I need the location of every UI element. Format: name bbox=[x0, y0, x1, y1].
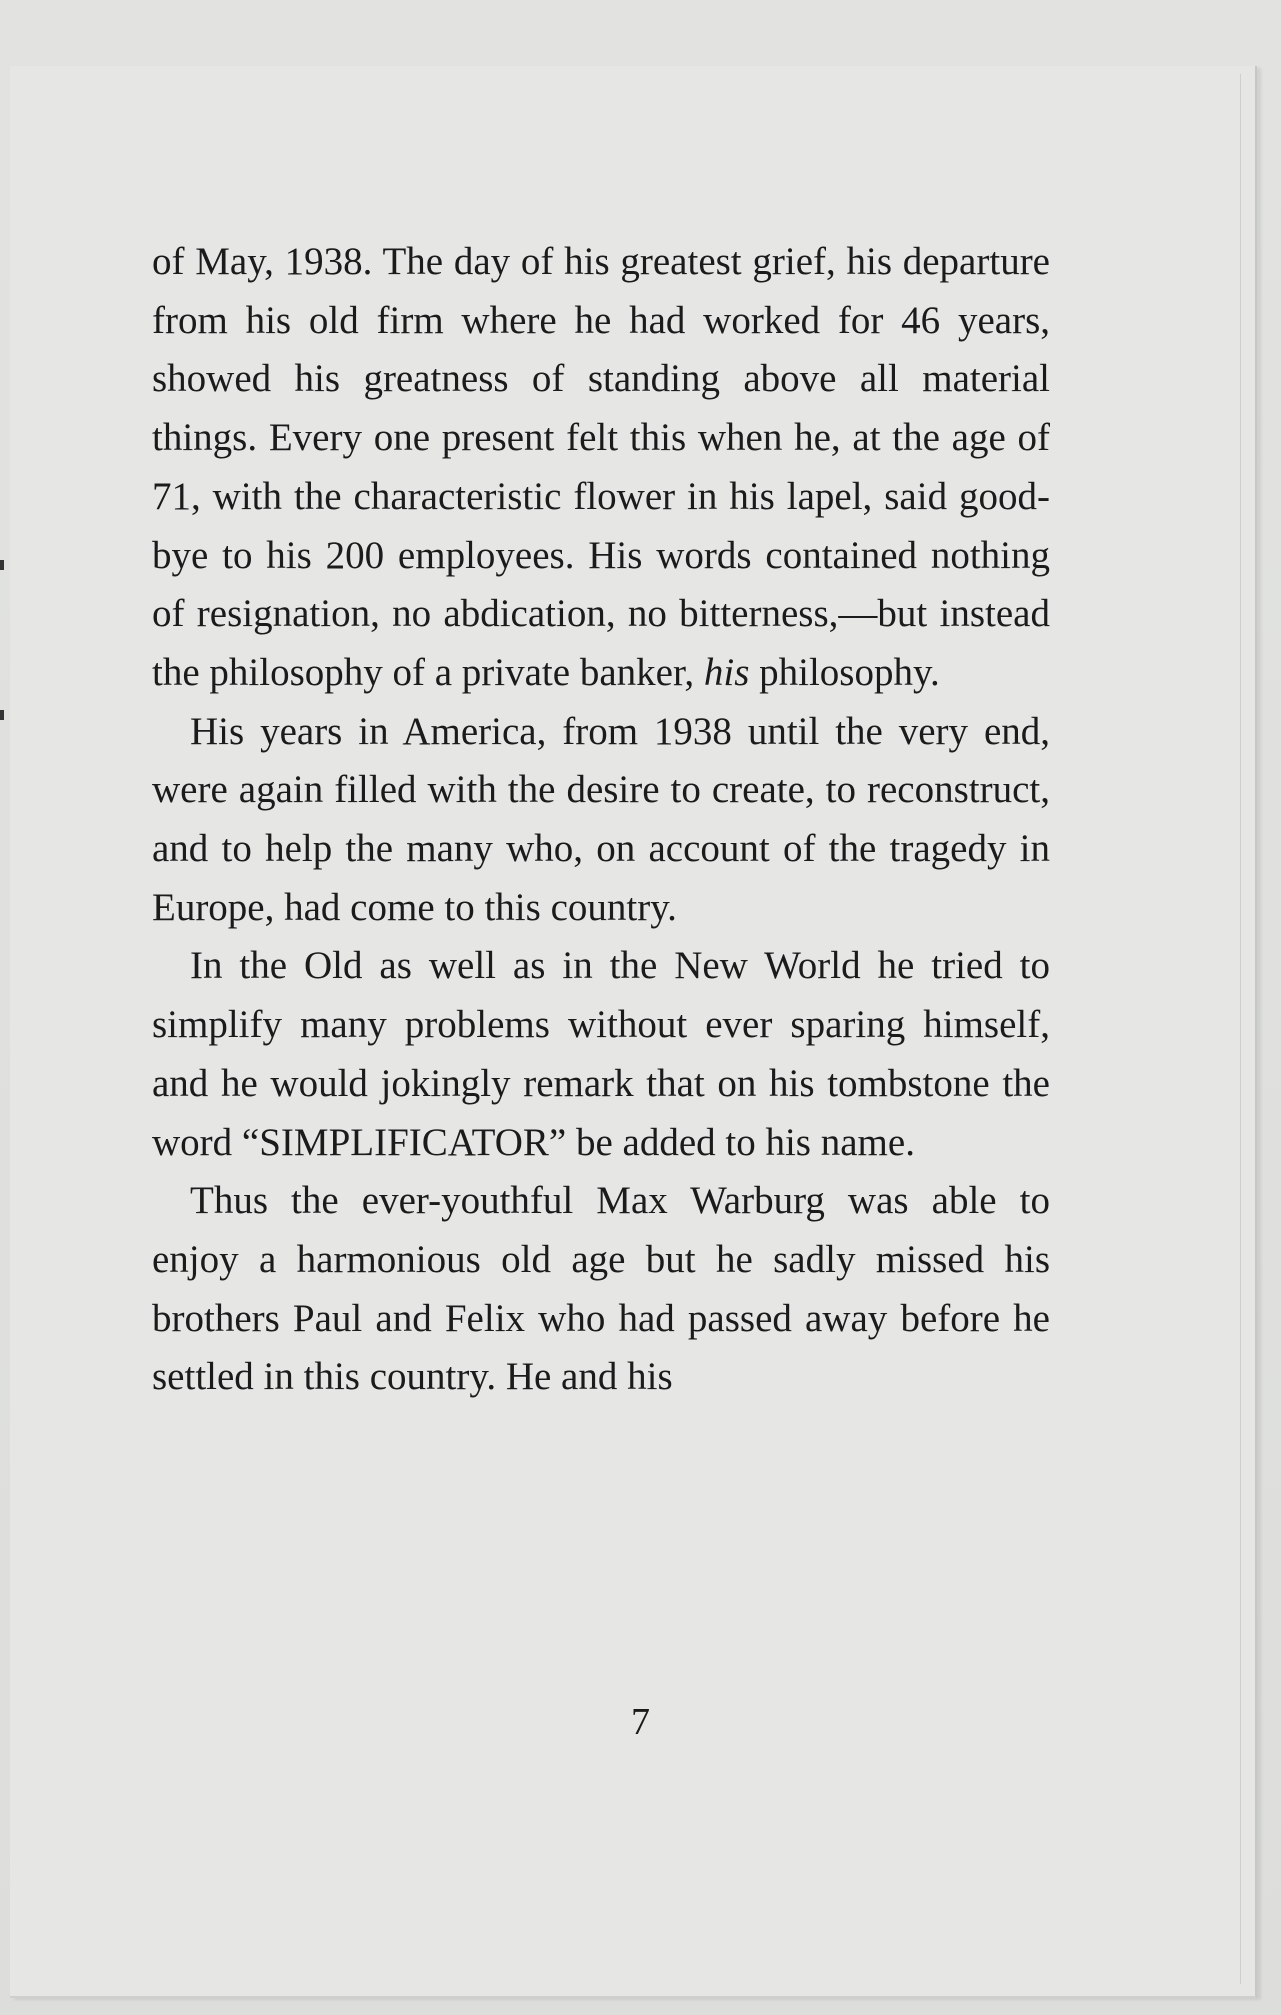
paragraph-1 bbox=[152, 233, 1050, 703]
body-text bbox=[152, 233, 1050, 1407]
paragraph-3: In the Old as well as in the New World he tried to simplify many problems without ever sparing himself, and he would jokingly remark that on his tombstone the word “SIMPLIFICATOR” be added to his name. bbox=[152, 944, 1050, 1164]
paragraph-1-text: of May, 1938. The day of his greatest grief, his departure from his old firm where he had worked for 46 years, showed his greatness of standing above all material things. Every one present felt this when he, at the age of 71, with the characteristic flower in his lapel, said good-bye to his 200 employees. His words contained nothing of resignation, no abdication, no bitterness,—but instead the philosophy of a private banker, bbox=[152, 240, 1050, 694]
paragraph-1-end: philosophy. bbox=[749, 650, 940, 694]
left-margin-mark bbox=[0, 710, 4, 720]
left-margin-mark bbox=[0, 560, 4, 570]
page-edge-line bbox=[1240, 74, 1241, 1984]
paragraph-1-emphasis: his bbox=[703, 650, 750, 694]
paragraph-4: Thus the ever-youthful Max Warburg was able to enjoy a harmonious old age but he sadly missed his brothers Paul and Felix who had passed away before he settled in this country. He and his bbox=[152, 1179, 1050, 1399]
page-number: 7 bbox=[631, 1701, 650, 1743]
paragraph-2: His years in America, from 1938 until the very end, were again filled with the desire to create, to reconstruct, and to help the many who, on account of the tragedy in Europe, had come to this country. bbox=[152, 709, 1050, 929]
